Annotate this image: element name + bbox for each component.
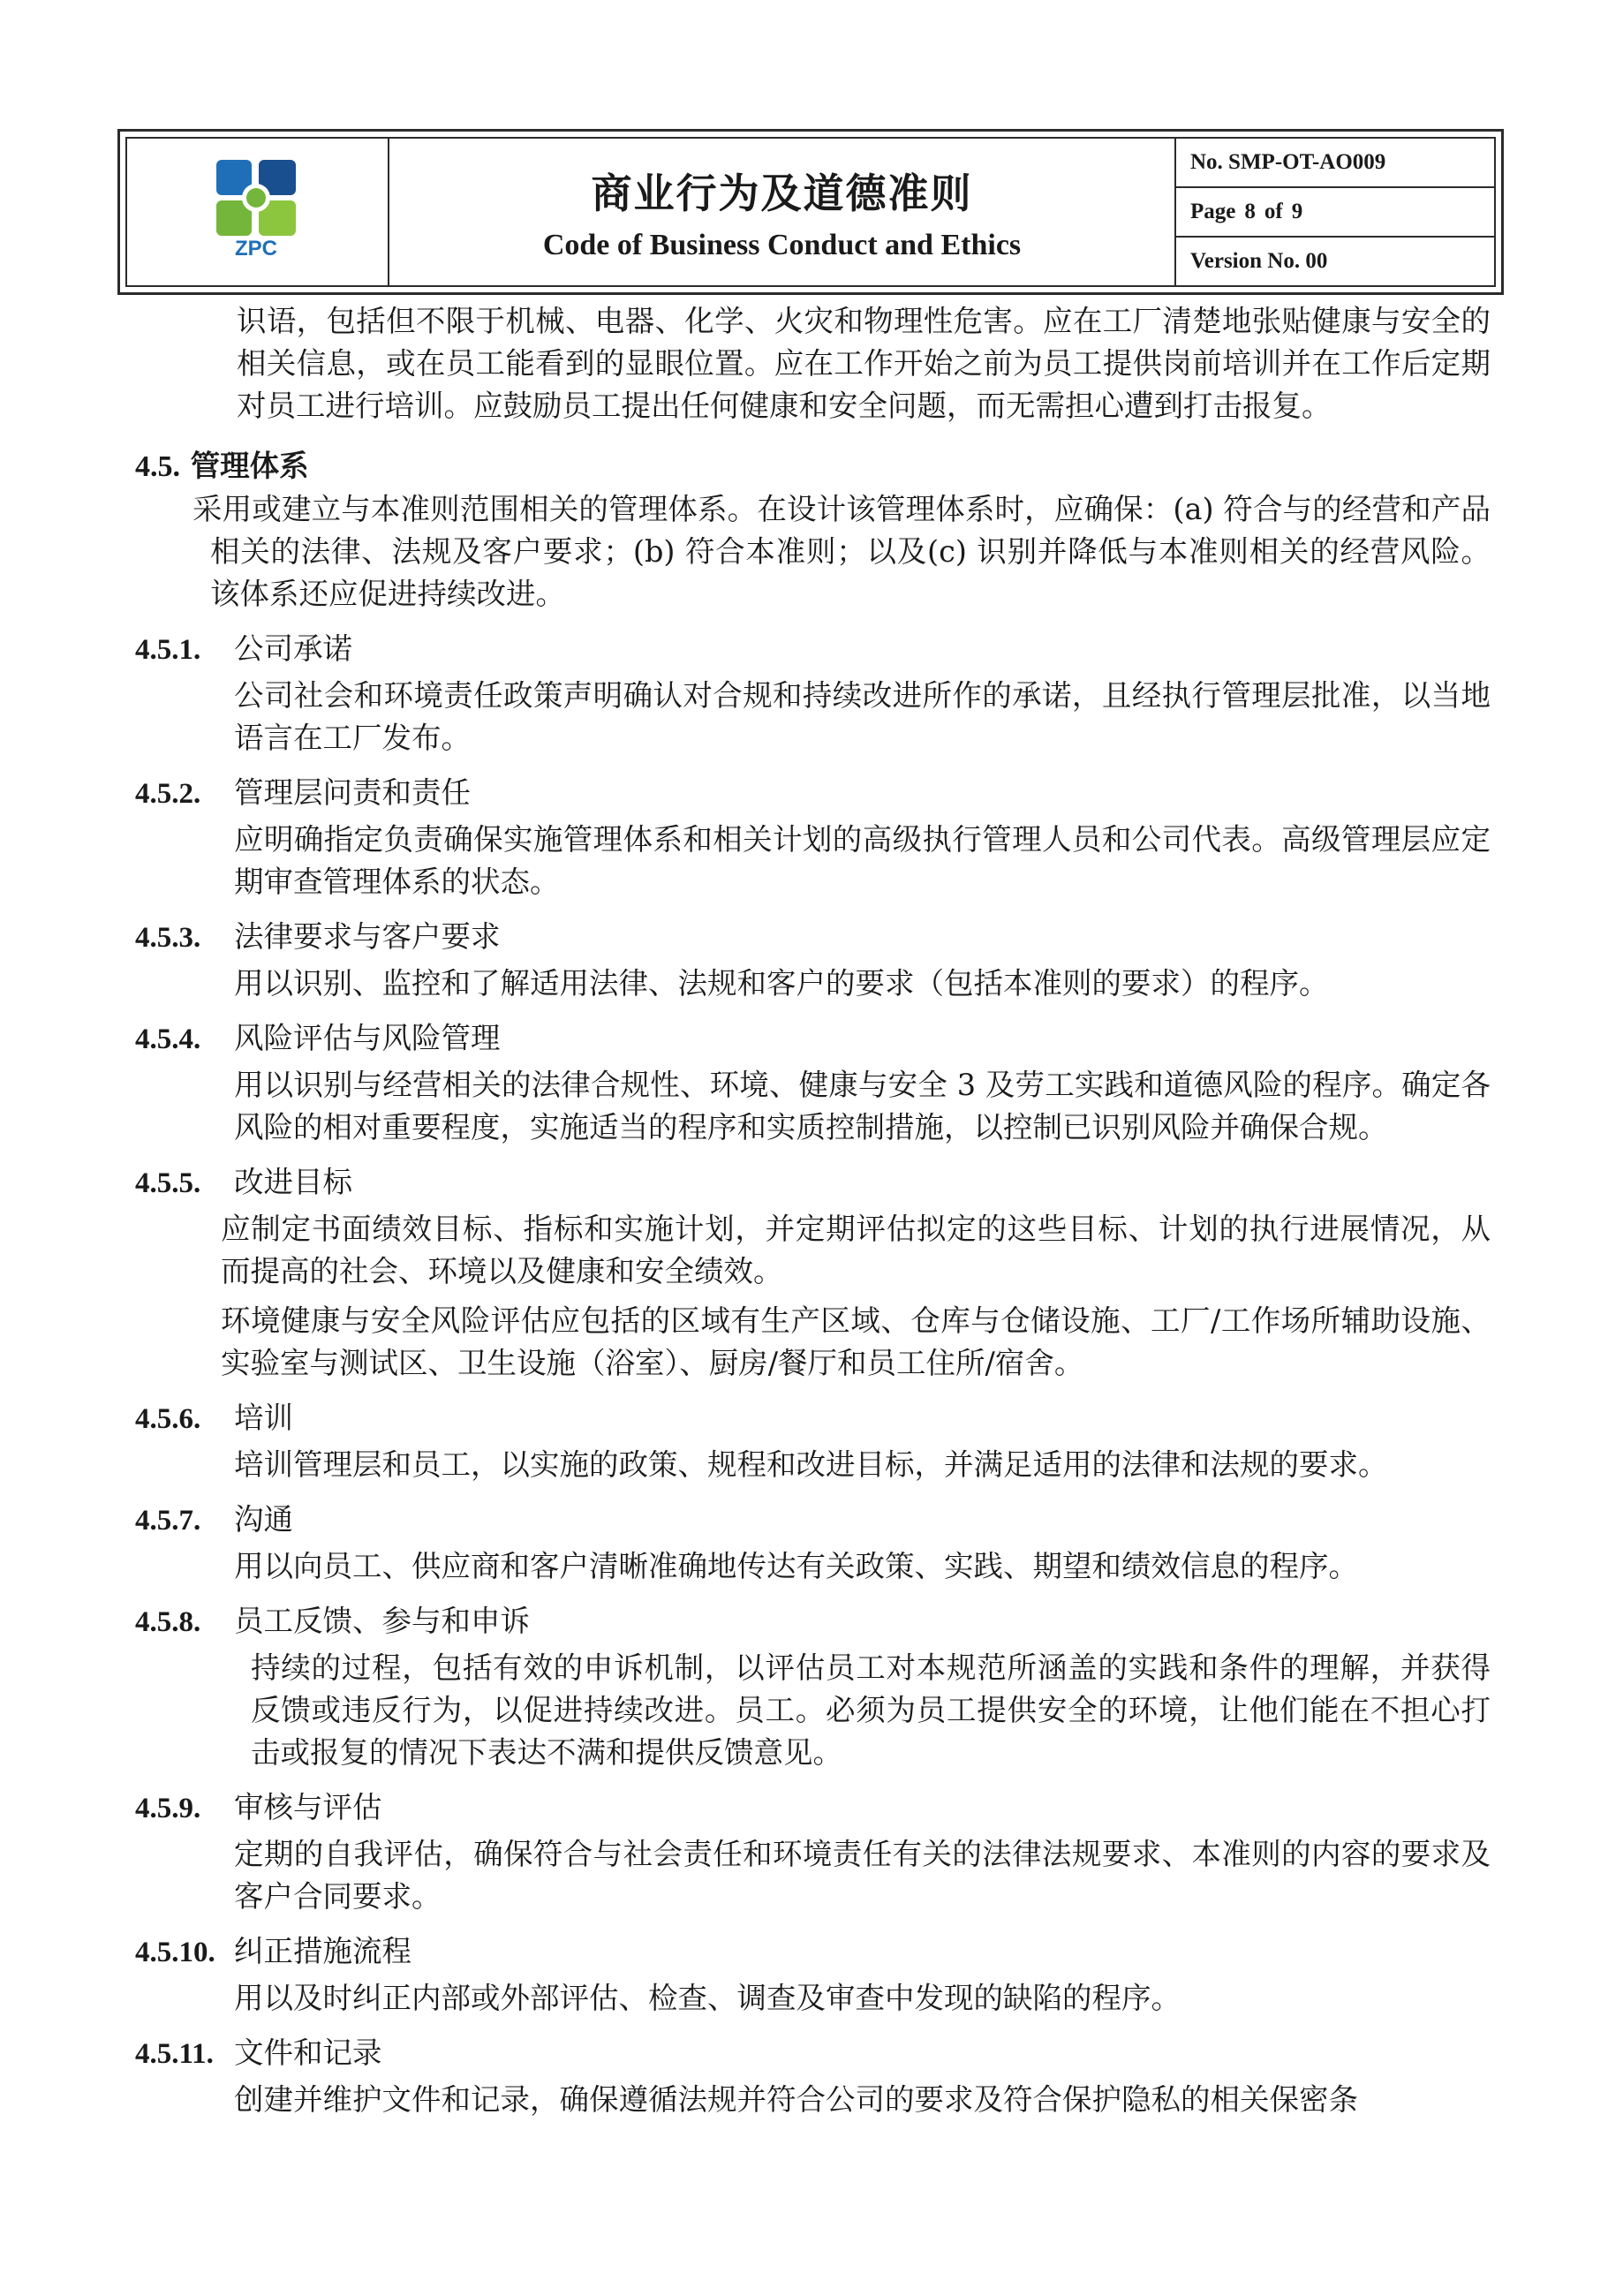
subsection-title: 管理层问责和责任	[234, 775, 471, 810]
subsection	[0, 1786, 1623, 1918]
page-of-label: of	[1264, 200, 1283, 223]
subsection-body	[234, 1833, 1491, 1918]
section-4-5-body: 采用或建立与本准则范围相关的管理体系。在设计该管理体系时，应确保：(a) 符合与的经营和产品相关的法律、法规及客户要求；(b) 符合本准则；以及(c) 识别并降低与本准则相关的经营风险。该体系还应促进持续改进。	[192, 492, 1491, 611]
subsection-paragraph: 用以识别、监控和了解适用法律、法规和客户的要求（包括本准则的要求）的程序。	[234, 966, 1329, 1001]
subsection-body	[234, 819, 1491, 903]
section-number: 4.5.	[135, 450, 180, 483]
subsection-number: 4.5.11.	[135, 2038, 214, 2070]
subsection-title: 改进目标	[234, 1165, 352, 1199]
subsection-paragraph: 用以向员工、供应商和客户清晰准确地传达有关政策、实践、期望和绩效信息的程序。	[234, 1549, 1358, 1583]
subsection-heading	[135, 1499, 1623, 1542]
subsection-title: 培训	[234, 1401, 293, 1435]
subsection-body	[234, 675, 1491, 759]
document-meta	[1176, 139, 1494, 285]
subsection-number: 4.5.5.	[135, 1167, 201, 1199]
section-heading-4-5	[135, 445, 1623, 488]
subsection-number: 4.5.1.	[135, 634, 201, 666]
intro-continuation: 识语，包括但不限于机械、电器、化学、火灾和物理性危害。应在工厂清楚地张贴健康与安全的相关信息，或在员工能看到的显眼位置。应在工作开始之前为员工提供岗前培训并在工作后定期对员工进行培训。应鼓励员工提出任何健康和安全问题，而无需担心遭到打击报复。	[237, 304, 1491, 423]
subsection-paragraph: 应制定书面绩效目标、指标和实施计划，并定期评估拟定的这些目标、计划的执行进展情况，从而提高的社会、环境以及健康和安全绩效。	[221, 1212, 1491, 1288]
subsection-number: 4.5.7.	[135, 1505, 201, 1537]
subsection	[0, 1397, 1623, 1486]
document-body	[0, 295, 1623, 2121]
subsection-number: 4.5.9.	[135, 1793, 201, 1824]
subsection	[0, 1600, 1623, 1774]
document-header	[117, 129, 1504, 295]
page-indicator	[1176, 188, 1494, 238]
subsection-body	[234, 1545, 1491, 1588]
subsection-paragraph: 应明确指定负责确保实施管理体系和相关计划的高级执行管理人员和公司代表。高级管理层应定期审查管理体系的状态。	[234, 822, 1491, 899]
subsection-heading	[135, 1397, 1623, 1440]
subsection-heading	[135, 916, 1623, 959]
subsection-title: 沟通	[234, 1502, 293, 1537]
subsection-body	[234, 1064, 1491, 1149]
subsection-number: 4.5.2.	[135, 778, 201, 810]
subsection-title: 法律要求与客户要求	[234, 919, 501, 954]
subsection-heading	[135, 2032, 1623, 2075]
subsection-number: 4.5.6.	[135, 1403, 201, 1435]
document-title-cn: 商业行为及道德准则	[591, 170, 973, 217]
company-logo	[127, 139, 389, 285]
page-total: 9	[1291, 200, 1303, 223]
subsection	[0, 916, 1623, 1005]
zpc-logo-icon	[209, 155, 306, 269]
page-current: 8	[1244, 200, 1256, 223]
subsection-body	[234, 1444, 1491, 1486]
subsection-heading	[135, 772, 1623, 815]
subsection-number: 4.5.3.	[135, 922, 201, 954]
subsection-heading	[135, 1161, 1623, 1205]
subsection-body	[221, 1208, 1491, 1385]
subsection-title: 文件和记录	[234, 2035, 382, 2070]
subsection	[0, 1499, 1623, 1588]
subsection-title: 员工反馈、参与和申诉	[234, 1604, 530, 1638]
subsection-title: 公司承诺	[234, 631, 352, 666]
subsection-heading	[135, 1930, 1623, 1974]
subsection-paragraph: 持续的过程，包括有效的申诉机制，以评估员工对本规范所涵盖的实践和条件的理解，并获得反馈或违反行为，以促进持续改进。员工。必须为员工提供安全的环境，让他们能在不担心打击或报复的情况下表达不满和提供反馈意见。	[251, 1650, 1491, 1770]
subsection-heading	[135, 1786, 1623, 1830]
document-title-en: Code of Business Conduct and Ethics	[542, 229, 1022, 261]
subsection	[0, 2032, 1623, 2121]
subsection	[0, 1930, 1623, 2020]
subsection-body	[234, 1977, 1491, 2020]
subsection-number: 4.5.10.	[135, 1937, 215, 1968]
subsection	[0, 1017, 1623, 1149]
title-block	[389, 139, 1176, 285]
subsection-paragraph: 公司社会和环境责任政策声明确认对合规和持续改进所作的承诺，且经执行管理层批准，以当地语言在工厂发布。	[234, 678, 1491, 755]
subsection-paragraph: 定期的自我评估，确保符合与社会责任和环境责任有关的法律法规要求、本准则的内容的要求及客户合同要求。	[234, 1837, 1491, 1914]
subsection-paragraph: 用以识别与经营相关的法律合规性、环境、健康与安全 3 及劳工实践和道德风险的程序。确定各风险的相对重要程度，实施适当的程序和实质控制措施，以控制已识别风险并确保合规。	[234, 1068, 1491, 1144]
subsection	[0, 628, 1623, 759]
subsection	[0, 772, 1623, 903]
subsection-paragraph: 环境健康与安全风险评估应包括的区域有生产区域、仓库与仓储设施、工厂/工作场所辅助设施、实验室与测试区、卫生设施（浴室）、厨房/餐厅和员工住所/宿舍。	[221, 1303, 1491, 1380]
subsection-body	[234, 2079, 1491, 2121]
page-label: Page	[1190, 200, 1236, 223]
subsection-paragraph: 培训管理层和员工，以实施的政策、规程和改进目标，并满足适用的法律和法规的要求。	[234, 1447, 1388, 1482]
subsection-body	[251, 1647, 1491, 1774]
subsection-title: 纠正措施流程	[234, 1934, 411, 1968]
section-title: 管理体系	[190, 449, 309, 483]
subsection-title: 风险评估与风险管理	[234, 1021, 501, 1055]
subsection-title: 审核与评估	[234, 1790, 382, 1824]
subsection-paragraph: 创建并维护文件和记录，确保遵循法规并符合公司的要求及符合保护隐私的相关保密条	[234, 2082, 1358, 2117]
subsection	[0, 1161, 1623, 1385]
subsection-body	[234, 963, 1491, 1005]
subsections-list	[0, 628, 1623, 2121]
subsection-heading	[135, 628, 1623, 671]
version-number: Version No. 00	[1190, 249, 1328, 273]
subsection-heading	[135, 1017, 1623, 1061]
subsection-number: 4.5.8.	[135, 1606, 201, 1638]
subsection-paragraph: 用以及时纠正内部或外部评估、检查、调查及审查中发现的缺陷的程序。	[234, 1981, 1181, 2015]
subsection-number: 4.5.4.	[135, 1023, 201, 1055]
doc-number: No. SMP-OT-AO009	[1176, 139, 1494, 188]
subsection-heading	[135, 1600, 1623, 1643]
logo-text: ZPC	[234, 237, 277, 261]
